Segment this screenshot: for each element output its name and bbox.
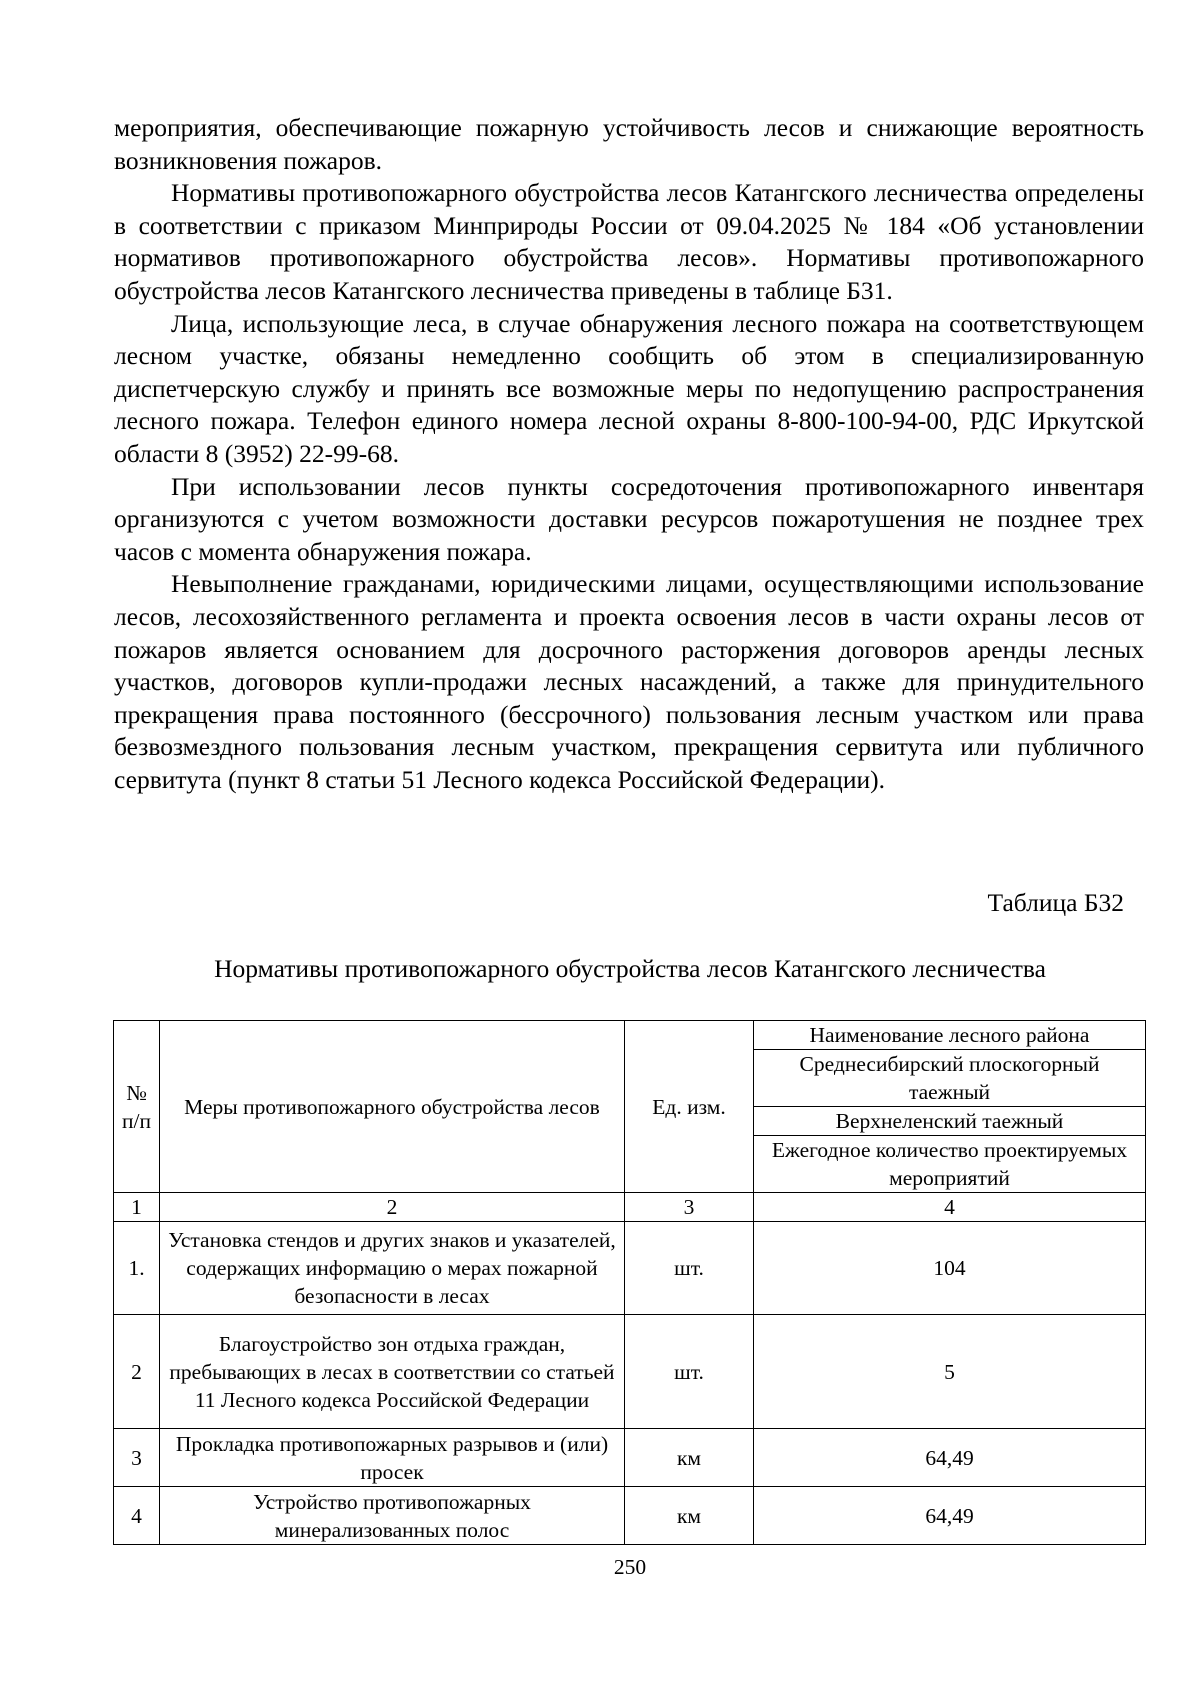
row-num: 3 — [114, 1429, 160, 1487]
row-value: 64,49 — [754, 1429, 1146, 1487]
paragraph-5: Невыполнение гражданами, юридическими лицами, осуществляющими использование лесов, лесохозяйственного регламента и проекта освоения лесов в части охраны лесов от пожаров является основанием для досрочного расторжения договоров аренды лесных участков, договоров купли-продажи лесных насаждений, а также для принудительного прекращения права постоянного (бессрочного) пользования лесным участком или права безвозмездного пользования лесным участком, прекращения сервитута или публичного сервитута (пункт 8 статьи 51 Лесного кодекса Российской Федерации). — [114, 569, 1144, 794]
column-number: 1 — [114, 1193, 160, 1222]
table-row — [114, 1315, 1146, 1429]
header-measure: Меры противопожарного обустройства лесов — [160, 1021, 625, 1193]
row-unit: км — [625, 1429, 754, 1487]
row-measure: Благоустройство зон отдыха граждан, пребывающих в лесах в соответствии со статьей 11 Лесного кодекса Российской Федерации — [160, 1315, 625, 1429]
row-measure: Прокладка противопожарных разрывов и (или) просек — [160, 1429, 625, 1487]
column-number: 3 — [625, 1193, 754, 1222]
table-row — [114, 1487, 1146, 1545]
column-number: 2 — [160, 1193, 625, 1222]
header-unit: Ед. изм. — [625, 1021, 754, 1193]
header-quantity: Ежегодное количество проектируемых мероприятий — [754, 1136, 1146, 1193]
row-value: 64,49 — [754, 1487, 1146, 1545]
paragraph-4: При использовании лесов пункты сосредоточения противопожарного инвентаря организуются с учетом возможности доставки ресурсов пожаротушения не позднее трех часов с момента обнаружения пожара. — [114, 471, 1144, 566]
table-row — [114, 1429, 1146, 1487]
row-num: 4 — [114, 1487, 160, 1545]
paragraph-3: Лица, использующие леса, в случае обнаружения лесного пожара на соответствующем лесном участке, обязаны немедленно сообщить об этом в специализированную диспетчерскую службу и принять все возможные меры по недопущению распространения лесного пожара. Телефон единого номера лесной охраны 8-800-100-94-00, РДС Иркутской области 8 (3952) 22-99-68. — [114, 308, 1144, 468]
header-region-name: Наименование лесного района — [754, 1021, 1146, 1050]
row-measure: Устройство противопожарных минерализованных полос — [160, 1487, 625, 1545]
table-title: Нормативы противопожарного обустройства лесов Катангского лесничества — [214, 954, 1046, 983]
row-unit: шт. — [625, 1222, 754, 1315]
row-unit: км — [625, 1487, 754, 1545]
row-value: 104 — [754, 1222, 1146, 1315]
table-row — [114, 1222, 1146, 1315]
norms-table — [113, 1020, 1146, 1545]
header-district: Верхнеленский таежный — [754, 1107, 1146, 1136]
header-region: Среднесибирский плоскогорный таежный — [754, 1050, 1146, 1107]
paragraph-1: мероприятия, обеспечивающие пожарную устойчивость лесов и снижающие вероятность возникновения пожаров. — [114, 113, 1144, 175]
paragraph-2: Нормативы противопожарного обустройства лесов Катангского лесничества определены в соответствии с приказом Минприроды России от 09.04.2025 № 184 «Об установлении нормативов противопожарного обустройства лесов». Нормативы противопожарного обустройства лесов Катангского лесничества приведены в таблице Б31. — [114, 178, 1144, 305]
page-number: 250 — [613, 1555, 647, 1579]
table-label: Таблица Б32 — [987, 888, 1124, 917]
row-num: 2 — [114, 1315, 160, 1429]
header-num: № п/п — [114, 1021, 160, 1193]
column-number: 4 — [754, 1193, 1146, 1222]
body-text — [114, 112, 1144, 796]
row-unit: шт. — [625, 1315, 754, 1429]
row-measure: Установка стендов и других знаков и указателей, содержащих информацию о мерах пожарной безопасности в лесах — [160, 1222, 625, 1315]
column-number-row — [114, 1193, 1146, 1222]
row-num: 1. — [114, 1222, 160, 1315]
row-value: 5 — [754, 1315, 1146, 1429]
